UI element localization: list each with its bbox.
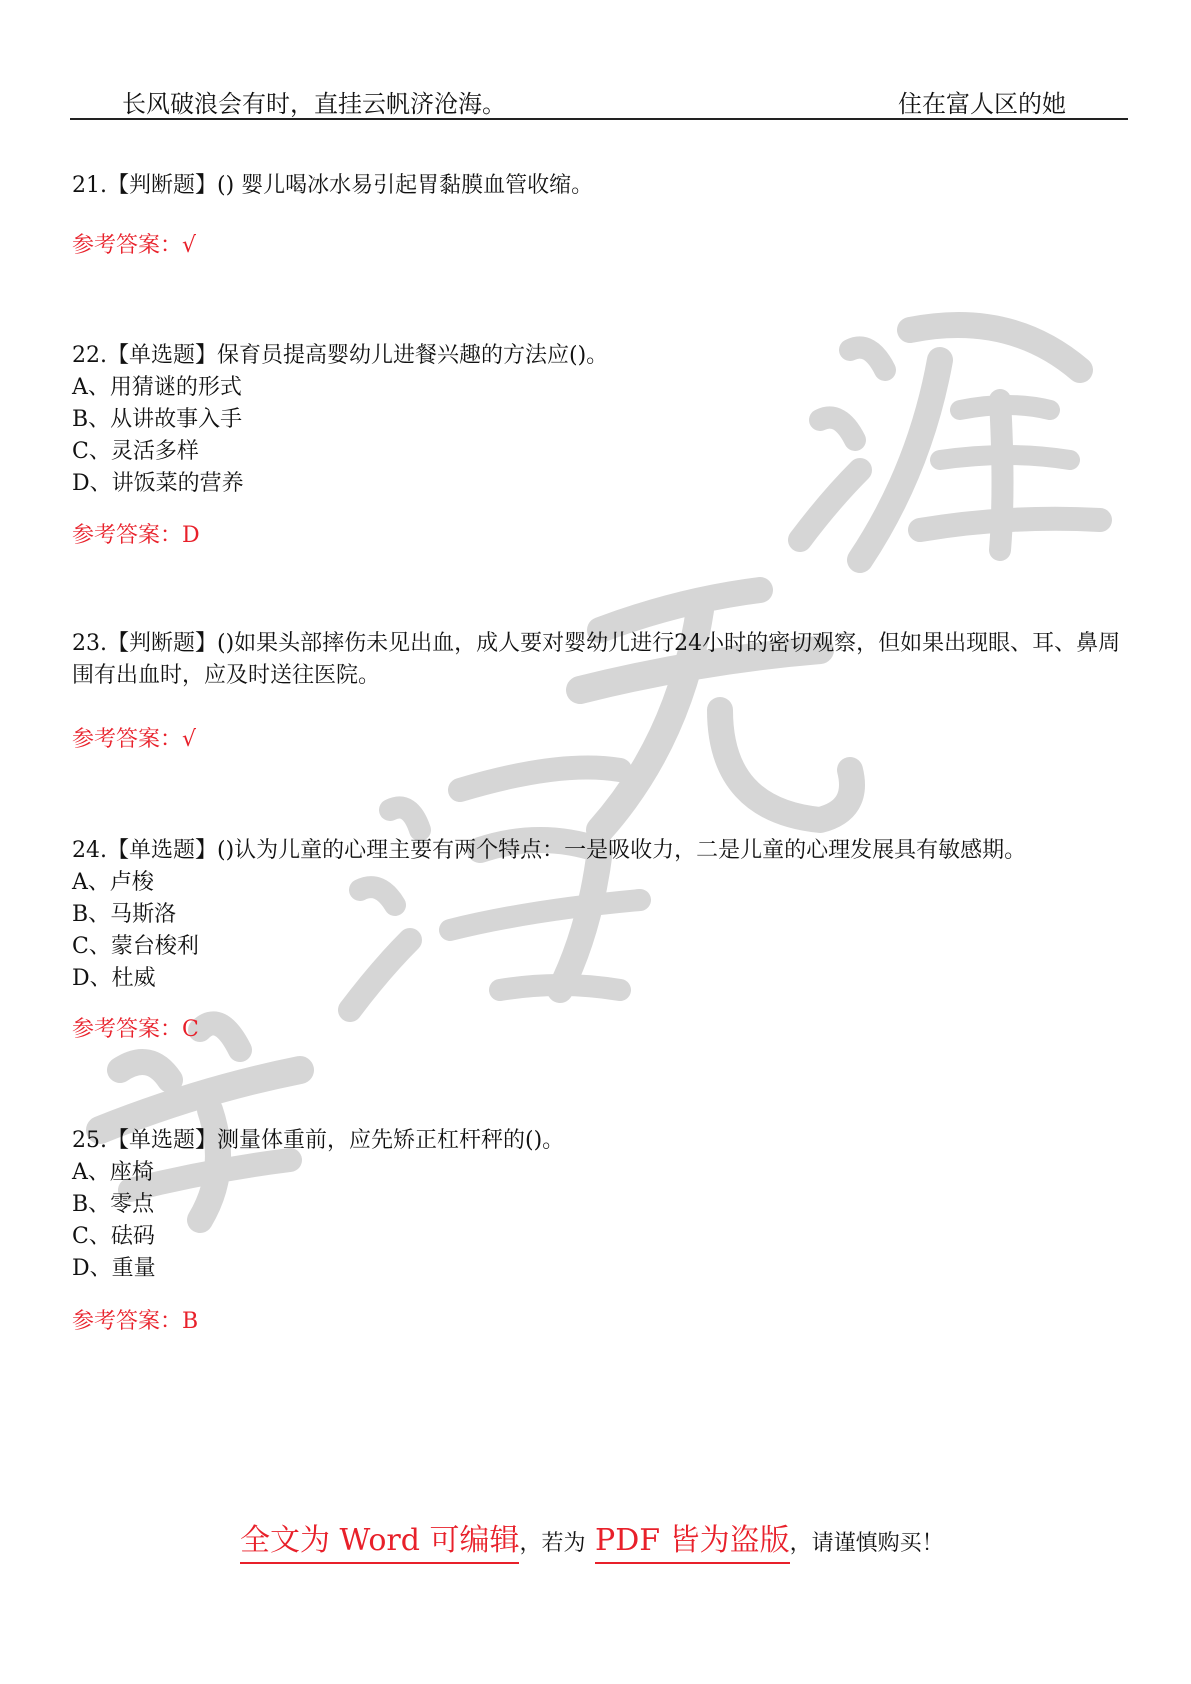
answer-22: 参考答案：D [72,523,200,548]
page-header [70,78,1128,120]
option-c: C、砝码 [72,1224,155,1249]
option-d: D、重量 [72,1256,156,1281]
question-text: 22.【单选题】保育员提高婴幼儿进餐兴趣的方法应()。 [72,343,609,368]
option-b: B、从讲故事入手 [72,407,243,432]
option-d: D、杜威 [72,966,156,991]
question-text: 23.【判断题】()如果头部摔伤未见出血，成人要对婴幼儿进行24小时的密切观察，但如果出现眼、耳、鼻周围有出血时，应及时送往医院。 [72,631,1121,688]
footer-word-notice: 全文为 Word 可编辑 [240,1523,519,1564]
option-a: A、用猜谜的形式 [72,375,242,400]
question-25 [72,1125,1132,1285]
question-text: 25.【单选题】测量体重前，应先矫正杠杆秤的()。 [72,1128,565,1153]
option-d: D、讲饭菜的营养 [72,471,244,496]
question-21 [72,170,1132,202]
question-text: 21.【判断题】() 婴儿喝冰水易引起胃黏膜血管收缩。 [72,173,594,198]
footer-separator-2: ，请谨慎购买！ [789,1531,944,1556]
option-c: C、灵活多样 [72,439,199,464]
footer-separator-1: ，若为 [519,1531,586,1556]
option-a: A、座椅 [72,1160,154,1185]
option-b: B、零点 [72,1192,155,1217]
question-22 [72,340,1132,500]
footer-pdf-notice: PDF 皆为盗版 [595,1523,790,1564]
answer-25: 参考答案：B [72,1309,199,1334]
question-24 [72,835,1132,995]
question-text: 24.【单选题】()认为儿童的心理主要有两个特点：一是吸收力，二是儿童的心理发展具有敏感期。 [72,838,1027,863]
option-c: C、蒙台梭利 [72,934,199,959]
answer-24: 参考答案：C [72,1017,199,1042]
option-b: B、马斯洛 [72,902,177,927]
header-author: 住在富人区的她 [898,90,1066,118]
footer-notice [240,1515,1040,1565]
option-a: A、卢梭 [72,870,154,895]
answer-23: 参考答案：√ [72,727,197,752]
answer-21: 参考答案：√ [72,233,197,258]
header-motto: 长风破浪会有时，直挂云帆济沧海。 [122,90,506,118]
question-23 [72,628,1132,692]
